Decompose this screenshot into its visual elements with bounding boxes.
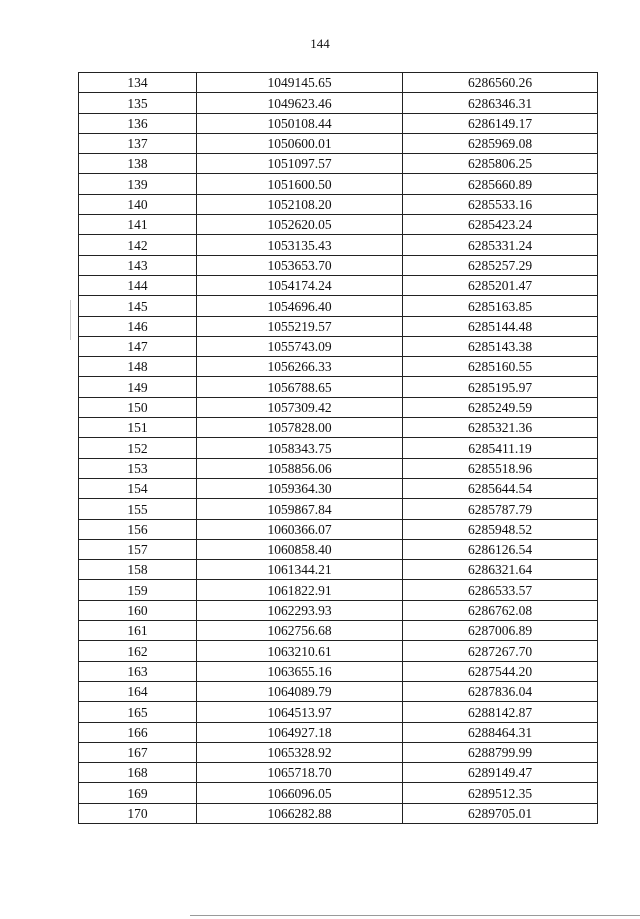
y-coordinate-cell: 6286346.31 <box>403 93 598 113</box>
x-coordinate-cell: 1055743.09 <box>197 336 403 356</box>
table-row <box>79 681 598 701</box>
y-coordinate-cell: 6285969.08 <box>403 133 598 153</box>
x-coordinate-cell: 1055219.57 <box>197 316 403 336</box>
y-coordinate-cell: 6285160.55 <box>403 357 598 377</box>
x-coordinate-cell: 1054174.24 <box>197 275 403 295</box>
y-coordinate-cell: 6287544.20 <box>403 661 598 681</box>
table-row <box>79 235 598 255</box>
y-coordinate-cell: 6285249.59 <box>403 397 598 417</box>
y-coordinate-cell: 6285195.97 <box>403 377 598 397</box>
x-coordinate-cell: 1065718.70 <box>197 763 403 783</box>
x-coordinate-cell: 1054696.40 <box>197 296 403 316</box>
y-coordinate-cell: 6285787.79 <box>403 499 598 519</box>
point-number-cell: 158 <box>79 560 197 580</box>
y-coordinate-cell: 6286149.17 <box>403 113 598 133</box>
y-coordinate-cell: 6289705.01 <box>403 803 598 823</box>
point-number-cell: 149 <box>79 377 197 397</box>
point-number-cell: 140 <box>79 194 197 214</box>
scan-edge-mark <box>70 300 71 340</box>
table-row <box>79 215 598 235</box>
point-number-cell: 150 <box>79 397 197 417</box>
x-coordinate-cell: 1058343.75 <box>197 438 403 458</box>
table-row <box>79 478 598 498</box>
table-row <box>79 255 598 275</box>
y-coordinate-cell: 6286533.57 <box>403 580 598 600</box>
table-row <box>79 377 598 397</box>
table-row <box>79 174 598 194</box>
table-row <box>79 275 598 295</box>
table-row <box>79 702 598 722</box>
point-number-cell: 141 <box>79 215 197 235</box>
x-coordinate-cell: 1051600.50 <box>197 174 403 194</box>
x-coordinate-cell: 1052620.05 <box>197 215 403 235</box>
point-number-cell: 145 <box>79 296 197 316</box>
table-row <box>79 519 598 539</box>
point-number-cell: 136 <box>79 113 197 133</box>
point-number-cell: 137 <box>79 133 197 153</box>
point-number-cell: 163 <box>79 661 197 681</box>
y-coordinate-cell: 6285257.29 <box>403 255 598 275</box>
x-coordinate-cell: 1064513.97 <box>197 702 403 722</box>
x-coordinate-cell: 1066096.05 <box>197 783 403 803</box>
x-coordinate-cell: 1051097.57 <box>197 154 403 174</box>
y-coordinate-cell: 6286762.08 <box>403 600 598 620</box>
point-number-cell: 135 <box>79 93 197 113</box>
scan-edge-line <box>190 915 640 916</box>
y-coordinate-cell: 6285644.54 <box>403 478 598 498</box>
table-row <box>79 742 598 762</box>
table-row <box>79 621 598 641</box>
y-coordinate-cell: 6285331.24 <box>403 235 598 255</box>
point-number-cell: 164 <box>79 681 197 701</box>
x-coordinate-cell: 1057309.42 <box>197 397 403 417</box>
point-number-cell: 152 <box>79 438 197 458</box>
y-coordinate-cell: 6286321.64 <box>403 560 598 580</box>
y-coordinate-cell: 6286560.26 <box>403 73 598 93</box>
x-coordinate-cell: 1061822.91 <box>197 580 403 600</box>
table-row <box>79 418 598 438</box>
page-number: 144 <box>310 36 330 51</box>
table-row <box>79 539 598 559</box>
x-coordinate-cell: 1061344.21 <box>197 560 403 580</box>
y-coordinate-cell: 6285201.47 <box>403 275 598 295</box>
table-row <box>79 73 598 93</box>
x-coordinate-cell: 1063210.61 <box>197 641 403 661</box>
x-coordinate-cell: 1057828.00 <box>197 418 403 438</box>
y-coordinate-cell: 6285411.19 <box>403 438 598 458</box>
x-coordinate-cell: 1063655.16 <box>197 661 403 681</box>
point-number-cell: 153 <box>79 458 197 478</box>
x-coordinate-cell: 1056788.65 <box>197 377 403 397</box>
x-coordinate-cell: 1049145.65 <box>197 73 403 93</box>
point-number-cell: 142 <box>79 235 197 255</box>
x-coordinate-cell: 1066282.88 <box>197 803 403 823</box>
table-row <box>79 560 598 580</box>
point-number-cell: 154 <box>79 478 197 498</box>
x-coordinate-cell: 1049623.46 <box>197 93 403 113</box>
y-coordinate-cell: 6288799.99 <box>403 742 598 762</box>
x-coordinate-cell: 1059364.30 <box>197 478 403 498</box>
y-coordinate-cell: 6288142.87 <box>403 702 598 722</box>
x-coordinate-cell: 1065328.92 <box>197 742 403 762</box>
table-row <box>79 93 598 113</box>
point-number-cell: 148 <box>79 357 197 377</box>
point-number-cell: 170 <box>79 803 197 823</box>
table-row <box>79 763 598 783</box>
x-coordinate-cell: 1053653.70 <box>197 255 403 275</box>
point-number-cell: 161 <box>79 621 197 641</box>
point-number-cell: 147 <box>79 336 197 356</box>
point-number-cell: 162 <box>79 641 197 661</box>
table-row <box>79 438 598 458</box>
table-row <box>79 641 598 661</box>
x-coordinate-cell: 1060858.40 <box>197 539 403 559</box>
x-coordinate-cell: 1052108.20 <box>197 194 403 214</box>
y-coordinate-cell: 6288464.31 <box>403 722 598 742</box>
x-coordinate-cell: 1064927.18 <box>197 722 403 742</box>
table-row <box>79 357 598 377</box>
table-row <box>79 458 598 478</box>
table-row <box>79 113 598 133</box>
point-number-cell: 151 <box>79 418 197 438</box>
point-number-cell: 144 <box>79 275 197 295</box>
table-row <box>79 580 598 600</box>
y-coordinate-cell: 6285163.85 <box>403 296 598 316</box>
point-number-cell: 159 <box>79 580 197 600</box>
table-row <box>79 397 598 417</box>
x-coordinate-cell: 1056266.33 <box>197 357 403 377</box>
table-row <box>79 661 598 681</box>
point-number-cell: 168 <box>79 763 197 783</box>
x-coordinate-cell: 1050600.01 <box>197 133 403 153</box>
y-coordinate-cell: 6289512.35 <box>403 783 598 803</box>
x-coordinate-cell: 1060366.07 <box>197 519 403 539</box>
y-coordinate-cell: 6285533.16 <box>403 194 598 214</box>
table-row <box>79 296 598 316</box>
table-row <box>79 194 598 214</box>
point-number-cell: 155 <box>79 499 197 519</box>
point-number-cell: 169 <box>79 783 197 803</box>
point-number-cell: 139 <box>79 174 197 194</box>
table-row <box>79 722 598 742</box>
y-coordinate-cell: 6285144.48 <box>403 316 598 336</box>
x-coordinate-cell: 1058856.06 <box>197 458 403 478</box>
point-number-cell: 134 <box>79 73 197 93</box>
point-number-cell: 146 <box>79 316 197 336</box>
table-row <box>79 154 598 174</box>
x-coordinate-cell: 1062756.68 <box>197 621 403 641</box>
point-number-cell: 157 <box>79 539 197 559</box>
table-row <box>79 499 598 519</box>
table-row <box>79 336 598 356</box>
y-coordinate-cell: 6287006.89 <box>403 621 598 641</box>
y-coordinate-cell: 6285948.52 <box>403 519 598 539</box>
y-coordinate-cell: 6287267.70 <box>403 641 598 661</box>
y-coordinate-cell: 6289149.47 <box>403 763 598 783</box>
x-coordinate-cell: 1064089.79 <box>197 681 403 701</box>
y-coordinate-cell: 6285321.36 <box>403 418 598 438</box>
x-coordinate-cell: 1053135.43 <box>197 235 403 255</box>
x-coordinate-cell: 1062293.93 <box>197 600 403 620</box>
table-row <box>79 803 598 823</box>
x-coordinate-cell: 1050108.44 <box>197 113 403 133</box>
point-number-cell: 167 <box>79 742 197 762</box>
y-coordinate-cell: 6287836.04 <box>403 681 598 701</box>
point-number-cell: 165 <box>79 702 197 722</box>
point-number-cell: 166 <box>79 722 197 742</box>
y-coordinate-cell: 6286126.54 <box>403 539 598 559</box>
table-row <box>79 600 598 620</box>
y-coordinate-cell: 6285143.38 <box>403 336 598 356</box>
point-number-cell: 143 <box>79 255 197 275</box>
coordinates-table <box>78 72 598 824</box>
x-coordinate-cell: 1059867.84 <box>197 499 403 519</box>
y-coordinate-cell: 6285806.25 <box>403 154 598 174</box>
y-coordinate-cell: 6285423.24 <box>403 215 598 235</box>
coordinates-table-body <box>79 73 598 824</box>
point-number-cell: 156 <box>79 519 197 539</box>
y-coordinate-cell: 6285660.89 <box>403 174 598 194</box>
table-row <box>79 316 598 336</box>
table-row <box>79 133 598 153</box>
table-row <box>79 783 598 803</box>
point-number-cell: 160 <box>79 600 197 620</box>
point-number-cell: 138 <box>79 154 197 174</box>
y-coordinate-cell: 6285518.96 <box>403 458 598 478</box>
